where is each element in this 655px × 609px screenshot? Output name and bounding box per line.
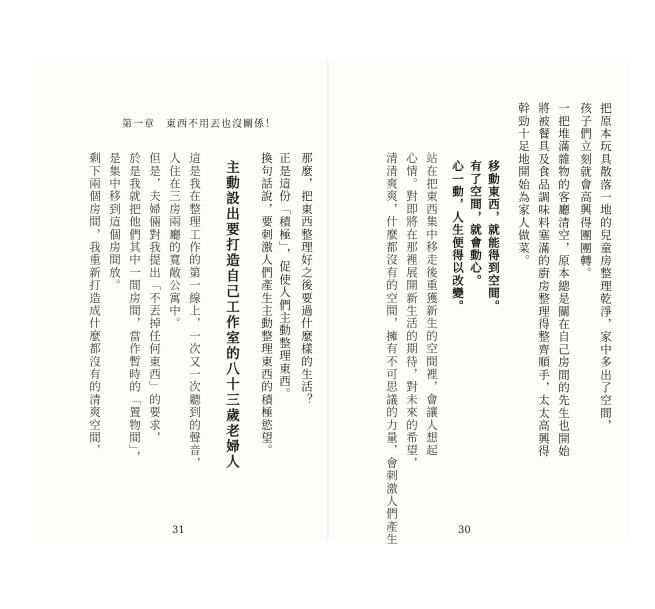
right-col-5: 幹勁十足地開始為家人做菜。 xyxy=(517,102,531,268)
right-col-6: 站在把東西集中移走後重獲新生的空間裡，會讓人想起 xyxy=(425,152,439,457)
left-col-4: 這是我在整理工作的第一線上，一次又一次聽到的聲音， xyxy=(188,152,202,470)
right-col-4: 將被餐具及食品調味料塞滿的廚房整理得整齊順手，太太高興得 xyxy=(537,102,551,458)
chapter-header: 第一章 東西不用丟也沒關係！ xyxy=(122,119,276,130)
emphasis-line-2: 有了空間，就會動心。 xyxy=(469,160,483,287)
left-col-8: 是集中移到這個房間放。 xyxy=(108,152,122,292)
left-col-9: 剩下兩個房間，我重新打造成什麼都沒有的清爽空間， xyxy=(88,152,102,457)
page-number-right: 30 xyxy=(458,525,471,536)
right-col-1: 把原本玩具散落一地的兒童房整理乾淨，家中多出了空間， xyxy=(599,102,613,433)
left-heading: 主動設出要打造自己工作室的八十三歲老婦人 xyxy=(223,160,239,470)
left-col-1: 那麼，把東西整理好之後要過什麼樣的生活？ xyxy=(300,152,314,406)
right-col-3: 一把堆滿雜物的客廳清空，原本總是關在自己房間的先生也開始 xyxy=(557,102,571,458)
right-col-2: 孩子們立刻就會高興得團團轉。 xyxy=(579,102,593,280)
right-col-8: 清清爽爽，什麼都沒有的空間，擁有不可思議的力量，會刺激人們產生 xyxy=(385,152,399,546)
right-col-7: 心情。對即將在那裡展開新生活的期待，對未來的希望， xyxy=(405,152,419,470)
left-col-2: 正是這份「積極」，促使人們主動整理東西。 xyxy=(278,152,292,401)
left-page xyxy=(30,60,327,540)
emphasis-line-1: 移動東西，就能得到空間。 xyxy=(487,160,501,313)
emphasis-line-3: 心一動，人生便得以改變。 xyxy=(451,160,465,313)
left-col-6: 但是，夫婦倆對我提出「不丟掉任何東西」的要求， xyxy=(148,152,162,445)
left-col-3: 換句話說，要刺激人們產生主動整理東西的積極慾望。 xyxy=(260,152,274,457)
left-col-7: 於是我就把他們其中一間房間，當作暫時的「置物間」， xyxy=(128,152,142,464)
left-col-5: 人住在三房兩廳的寬敞公寓中。 xyxy=(168,152,182,330)
page-number-left: 31 xyxy=(172,525,185,536)
right-page xyxy=(329,60,630,546)
